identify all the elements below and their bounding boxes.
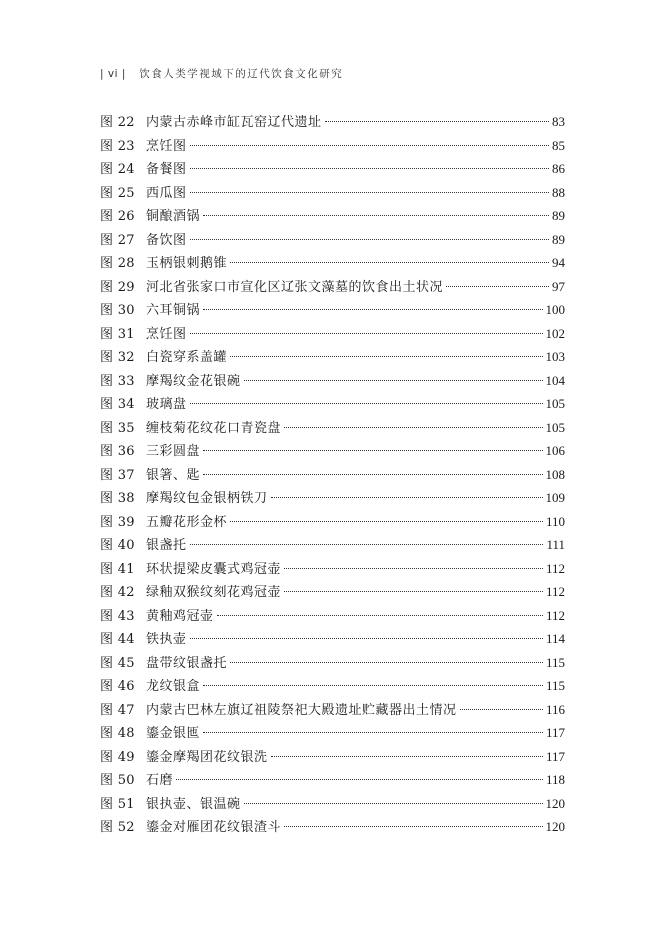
dot-leader [284,591,543,592]
figure-label: 图 36 [100,444,135,459]
page-ref: 103 [545,349,565,364]
figure-title: 鎏金摩羯团花纹银洗 [146,749,268,765]
page-ref: 85 [552,137,565,153]
page-ref: 115 [545,678,565,693]
figure-title: 玉柄银刺鹅锥 [146,256,228,271]
toc-entry [100,110,565,134]
figure-label: 图 30 [100,303,135,318]
figure-label: 图 22 [100,115,135,130]
toc-entry [100,557,565,581]
figure-label: 图 48 [100,726,135,741]
page-ref: 118 [545,772,565,787]
figure-title: 三彩圆盘 [146,444,201,459]
figure-title: 石磨 [146,773,174,788]
figure-label: 图 39 [100,514,135,530]
figure-label: 图 50 [100,773,135,788]
figure-title: 玻璃盘 [146,397,187,412]
dot-leader [190,333,543,334]
page-ref: 97 [552,278,565,294]
figure-title: 铁执壶 [146,632,187,647]
figure-label: 图 37 [100,467,135,483]
figure-label: 图 38 [100,491,135,506]
dot-leader [284,826,542,827]
page-ref: 83 [552,114,565,129]
page-ref: 112 [545,584,565,599]
dot-leader [203,474,542,475]
dot-leader [460,709,543,710]
toc-entry [100,298,565,322]
page-ref: 89 [552,231,565,247]
toc-entry [100,345,565,369]
figure-label: 图 43 [100,608,135,624]
page-ref: 88 [552,184,565,200]
figure-label: 图 42 [100,585,135,600]
figure-title: 烹饪图 [146,326,187,342]
figure-label: 图 29 [100,279,135,295]
running-head [100,66,343,81]
figure-title: 内蒙古赤峰市缸瓦窑辽代遗址 [146,115,322,130]
page-ref: 102 [545,325,565,341]
page-ref: 106 [545,443,565,458]
toc-entry [100,604,565,628]
dot-leader [190,638,543,639]
toc-entry [100,815,565,839]
figure-label: 图 34 [100,397,135,412]
dot-leader [203,685,543,686]
dot-leader [190,192,549,193]
book-title: 饮食人类学视域下的辽代饮食文化研究 [139,68,344,80]
figure-list [100,110,565,839]
dot-leader [230,262,549,263]
figure-title: 绿釉双猴纹刻花鸡冠壶 [146,585,282,600]
dot-leader [190,403,543,404]
toc-entry [100,392,565,416]
figure-label: 图 24 [100,162,135,177]
dot-leader [284,568,543,569]
toc-entry [100,651,565,675]
dot-leader [230,662,543,663]
figure-label: 图 25 [100,185,135,201]
dot-leader [190,168,549,169]
toc-entry [100,533,565,557]
figure-title: 铜酿酒锅 [146,209,201,224]
figure-title: 五瓣花形金杯 [146,514,228,530]
page-ref: 112 [545,560,565,576]
dot-leader [190,544,544,545]
toc-entry [100,369,565,393]
toc-entry [100,134,565,158]
figure-title: 摩羯纹金花银碗 [146,373,241,389]
page-ref: 115 [545,654,565,670]
figure-title: 白瓷穿系盖罐 [146,350,228,365]
dot-leader [230,356,542,357]
page-ref: 117 [545,725,565,740]
figure-label: 图 40 [100,538,135,553]
toc-entry [100,486,565,510]
toc-entry [100,181,565,205]
page-ref: 112 [545,607,565,623]
dot-leader [271,497,543,498]
page-ref: 100 [545,302,565,317]
dot-leader [190,145,549,146]
dot-leader [244,803,543,804]
dot-leader [284,427,542,428]
toc-entry [100,580,565,604]
page-ref: 117 [545,748,565,764]
figure-title: 银执壶、银温碗 [146,796,241,812]
page-ref: 109 [545,490,565,505]
toc-entry [100,251,565,275]
page-ref: 94 [552,255,565,270]
dot-leader [203,732,543,733]
figure-label: 图 27 [100,232,135,248]
figure-label: 图 51 [100,796,135,812]
figure-title: 河北省张家口市宣化区辽张文藻墓的饮食出土状况 [146,279,444,295]
page-ref: 108 [545,466,565,482]
dot-leader [230,521,543,522]
page-number: | vi | [100,68,126,80]
page-ref: 114 [545,631,565,646]
page-ref: 116 [545,701,565,717]
page-ref: 120 [545,819,565,834]
figure-title: 盘带纹银盏托 [146,655,228,671]
toc-entry [100,674,565,698]
toc-entry [100,204,565,228]
toc-entry [100,228,565,252]
page-ref: 110 [545,513,565,529]
toc-entry [100,721,565,745]
dot-leader [203,215,549,216]
figure-title: 环状提梁皮囊式鸡冠壶 [146,561,282,577]
dot-leader [446,286,549,287]
dot-leader [217,615,543,616]
toc-entry [100,627,565,651]
figure-title: 鎏金银匜 [146,726,201,741]
toc-entry [100,416,565,440]
figure-title: 内蒙古巴林左旗辽祖陵祭祀大殿遗址贮藏器出土情况 [146,702,457,718]
page-ref: 86 [552,161,565,176]
toc-entry [100,510,565,534]
figure-label: 图 46 [100,679,135,694]
dot-leader [203,450,542,451]
figure-label: 图 33 [100,373,135,389]
figure-label: 图 31 [100,326,135,342]
figure-label: 图 44 [100,632,135,647]
figure-label: 图 23 [100,138,135,154]
figure-label: 图 26 [100,209,135,224]
page-ref: 105 [545,419,565,435]
page-ref: 104 [545,372,565,388]
figure-title: 黄釉鸡冠壶 [146,608,214,624]
figure-label: 图 49 [100,749,135,765]
figure-title: 缠枝菊花纹花口青瓷盘 [146,420,282,436]
page-ref: 89 [552,208,565,223]
toc-entry [100,792,565,816]
dot-leader [203,309,542,310]
figure-title: 烹饪图 [146,138,187,154]
figure-title: 摩羯纹包金银柄铁刀 [146,491,268,506]
page-ref: 111 [546,537,565,552]
figure-label: 图 28 [100,256,135,271]
toc-entry [100,157,565,181]
toc-entry [100,439,565,463]
toc-entry [100,275,565,299]
toc-entry [100,768,565,792]
dot-leader [271,756,543,757]
dot-leader [176,779,543,780]
figure-label: 图 35 [100,420,135,436]
figure-label: 图 47 [100,702,135,718]
figure-title: 龙纹银盒 [146,679,201,694]
figure-label: 图 41 [100,561,135,577]
figure-label: 图 52 [100,820,135,835]
figure-title: 鎏金对雁团花纹银渣斗 [146,820,282,835]
dot-leader [190,239,549,240]
figure-title: 银箸、匙 [146,467,201,483]
toc-entry [100,698,565,722]
figure-title: 西瓜图 [146,185,187,201]
page-ref: 105 [545,396,565,411]
toc-entry [100,322,565,346]
figure-title: 六耳铜锅 [146,303,201,318]
page-ref: 120 [545,795,565,811]
figure-title: 备饮图 [146,232,187,248]
dot-leader [244,380,543,381]
toc-entry [100,463,565,487]
figure-title: 银盏托 [146,538,187,553]
figure-label: 图 32 [100,350,135,365]
figure-label: 图 45 [100,655,135,671]
dot-leader [325,121,549,122]
toc-entry [100,745,565,769]
figure-title: 备餐图 [146,162,187,177]
